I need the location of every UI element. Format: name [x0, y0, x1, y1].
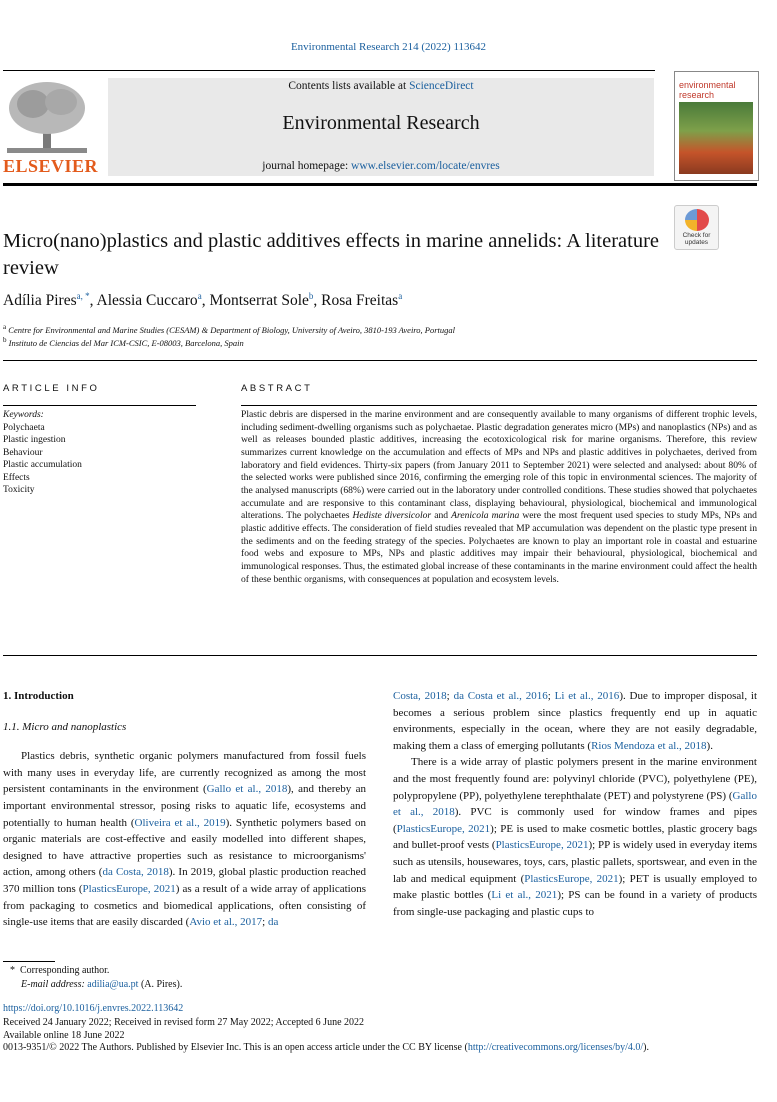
keyword: Plastic accumulation	[3, 460, 82, 470]
citation-link[interactable]: Rios Mendoza et al., 2018	[591, 739, 707, 752]
article-info-rule	[3, 405, 196, 406]
citation-link[interactable]: Oliveira et al., 2019	[134, 816, 226, 829]
author-affiliation-mark[interactable]: a	[197, 291, 202, 301]
homepage-prefix: journal homepage:	[262, 160, 352, 172]
author-name[interactable]: Montserrat Sole	[209, 292, 309, 310]
citation-link[interactable]: Li et al., 2021	[491, 889, 558, 902]
author-affiliation-mark[interactable]: b	[308, 291, 314, 301]
header-thick-rule	[3, 183, 757, 186]
footnote-rule	[3, 961, 55, 962]
citation-link[interactable]: Gallo et al., 2018	[393, 789, 757, 819]
article-info-heading: ARTICLE INFO	[3, 383, 100, 394]
abstract-heading: ABSTRACT	[241, 383, 313, 394]
license-link[interactable]: http://creativecommons.org/licenses/by/4.0/	[467, 1042, 644, 1053]
citation-link[interactable]: da Costa, 2018	[102, 866, 169, 879]
keywords-label: Keywords:	[3, 410, 44, 420]
keywords-list	[3, 409, 82, 497]
keyword: Toxicity	[3, 485, 35, 495]
citation-link[interactable]: PlasticsEurope, 2021	[524, 872, 619, 885]
check-updates-icon	[685, 209, 709, 231]
affiliation: $^b$ Instituto de Ciencias del Mar ICM-CSIC, E-08003, Barcelona, Spain	[3, 336, 244, 348]
citation-link[interactable]: Costa, 2018	[393, 690, 447, 702]
citation-link[interactable]: Gallo et al., 2018	[206, 783, 288, 796]
journal-title: Environmental Research	[282, 112, 480, 134]
license-line: 0013-9351/© 2022 The Authors. Published by Elsevier Inc. This is an open access article under the CC BY license (http://creativecommons.org/licenses/by/4.0/).	[3, 1042, 650, 1053]
citation-link[interactable]: PlasticsEurope, 2021	[396, 822, 491, 835]
keyword: Polychaeta	[3, 422, 45, 433]
body-column-left	[3, 688, 366, 931]
subsection-heading: 1.1. Micro and nanoplastics	[3, 720, 127, 733]
homepage-line	[108, 160, 654, 172]
contents-line	[108, 80, 654, 92]
citation-link[interactable]: da	[267, 916, 279, 929]
author-affiliation-mark[interactable]: a	[398, 291, 403, 301]
check-for-updates-button[interactable]	[674, 205, 719, 250]
cover-image	[679, 102, 753, 174]
affiliation: $^a$ Centre for Environmental and Marine Studies (CESAM) & Department of Biology, University of Aveiro, 3810-193 Aveiro, Portugal	[3, 323, 456, 335]
homepage-link[interactable]: www.elsevier.com/locate/envres	[351, 160, 500, 172]
journal-reference[interactable]: Environmental Research 214 (2022) 113642	[290, 41, 487, 53]
author-list: Adília Pires$^{a, *}$, Alessia Cuccaro$^a$, Montserrat Sole$^b$, Rosa Freitas$^a$	[3, 291, 403, 310]
journal-cover[interactable]	[674, 71, 759, 181]
author-name[interactable]: Alessia Cuccaro	[96, 292, 198, 310]
citation-link[interactable]: da Costa et al., 2016	[453, 690, 548, 702]
publisher-wordmark: ELSEVIER	[3, 156, 99, 176]
contents-prefix: Contents lists available at	[288, 80, 410, 92]
body-paragraph: Plastics debris, synthetic organic polymers manufactured from fossil fuels with many uses in everyday life, are currently recognized as among the most persistent contaminants in the environment (Gallo et al., 2018), and thereby an important environmental stressor, posing risks to aquatic life, ecosystems and potentially to human health (Oliveira et al., 2019). Synthetic polymers based on organic materials are cost-effective and easily modelled into different shapes, designed to have attractive properties such as resistance to microorganisms' action, among others (da Costa, 2018). In 2019, global plastic production reached 370 million tons (PlasticsEurope, 2021) as a result of a wide array of applications from packaging to cosmetics and biomedical applications, often consisting of single-use items that are easily discarded (Avio et al., 2017; da	[3, 750, 367, 929]
history-dates: Received 24 January 2022; Received in revised form 27 May 2022; Accepted 6 June 2022	[3, 1017, 365, 1028]
email-note: E-mail address: adilia@ua.pt (A. Pires).	[21, 979, 183, 990]
tree-icon	[3, 78, 91, 156]
email-link[interactable]: adilia@ua.pt	[87, 979, 139, 990]
keyword: Behaviour	[3, 447, 43, 458]
body-paragraph: There is a wide array of plastic polymers present in the marine environment and the most frequently found are: polyvinyl chloride (PVC), polyethylene (PE), polypropylene (PP), polyethylene terephthalate (PET) and polystyrene (PS) (Gallo et al., 2018). PVC is commonly used for window frames and pipes (PlasticsEurope, 2021); PE is used to make cosmetic bottles, plastic grocery bags and bullet-proof vests (PlasticsEurope, 2021); PP is widely used in everyday items such as utensils, housewares, toys, cars, plastic pallets, sportswear, and even in the lab and medical equipment (PlasticsEurope, 2021); PET is usually employed to make plastic bottles (Li et al., 2021); PS can be found in a variety of products from single-use packaging and plastic cups to	[393, 756, 758, 918]
author-name[interactable]: Adília Pires	[3, 292, 77, 310]
keyword: Plastic ingestion	[3, 435, 66, 445]
available-online: Available online 18 June 2022	[3, 1030, 125, 1041]
check-updates-label: Check for updates	[682, 232, 711, 246]
author-affiliation-mark[interactable]: a, *	[76, 291, 90, 301]
citation-link[interactable]: Li et al., 2016	[554, 690, 620, 702]
sciencedirect-link[interactable]: ScienceDirect	[409, 80, 474, 92]
abstract-rule	[241, 405, 757, 406]
section-rule	[3, 360, 757, 361]
header-rule	[3, 70, 655, 71]
abstract-text: Plastic debris are dispersed in the marine environment and are consequently available to many organisms of different trophic levels, including sediment-dwelling organisms such as polychaetae. Plastic degradation generates micro (MPs) and nanoplastics (NPs) and as well as releases bounded plastic additives, increasing the ecotoxicological risk for marine organisms. Therefore, this review summarizes current knowledge on the accumulation and effects of MPs and NPs and plastic additives in polychaetes, derived from laboratory and field evidences. Thirty-six papers (from January 2011 to September 2021) were selected and analysed: about 80% of the selected works were published since 2016, confirming the emerging role of this topic in environmental sciences. The majority of the analysed manuscripts (68%) were carried out in the laboratory under controlled conditions. These studies showed that polychaetes accumulate and are responsive to this contaminant class, displaying behavioural, physiological, biochemical and immunological alterations. The polychaetes Hediste diversicolor and Arenicola marina were the most frequent used species to study MPs, NPs and plastic additive effects. The consideration of field studies revealed that MP accumulation was dependent on the plastic type present in the sediments and on the feeding strategy of the species. Polychaetes are known to play an important role in coastal and estuarine food webs and exposure to MPs, NPs and plastic additives may impair their behavioural, physiological, biochemical and immunological responses. Thus, the estimated global increase of these contaminants in the marine environment could affect the health of these benthic organisms, with consequences at population and ecosystem levels.	[241, 409, 757, 585]
body-paragraph: Costa, 2018; da Costa et al., 2016; Li et al., 2016). Due to improper disposal, it becomes a serious problem since plastics frequently end up in aquatic environments, especially in the ocean, where they are not easily degradable, making them a class of emerging pollutants (Rios Mendoza et al., 2018).	[393, 690, 758, 752]
doi-link[interactable]: https://doi.org/10.1016/j.envres.2022.113642	[3, 1003, 184, 1014]
corresponding-author-note: * Corresponding author.	[10, 965, 110, 976]
body-column-right	[393, 688, 757, 920]
citation-link[interactable]: PlasticsEurope, 2021	[82, 882, 176, 895]
citation-link[interactable]: Avio et al., 2017	[189, 916, 263, 929]
body-rule	[3, 655, 757, 656]
article-title: Micro(nano)plastics and plastic additives effects in marine annelids: A literature review	[3, 230, 659, 279]
citation-link[interactable]: PlasticsEurope, 2021	[495, 839, 589, 852]
keyword: Effects	[3, 472, 30, 483]
author-name[interactable]: Rosa Freitas	[321, 292, 399, 310]
cover-title: environmental research	[679, 80, 736, 100]
section-heading: 1. Introduction	[3, 690, 74, 702]
